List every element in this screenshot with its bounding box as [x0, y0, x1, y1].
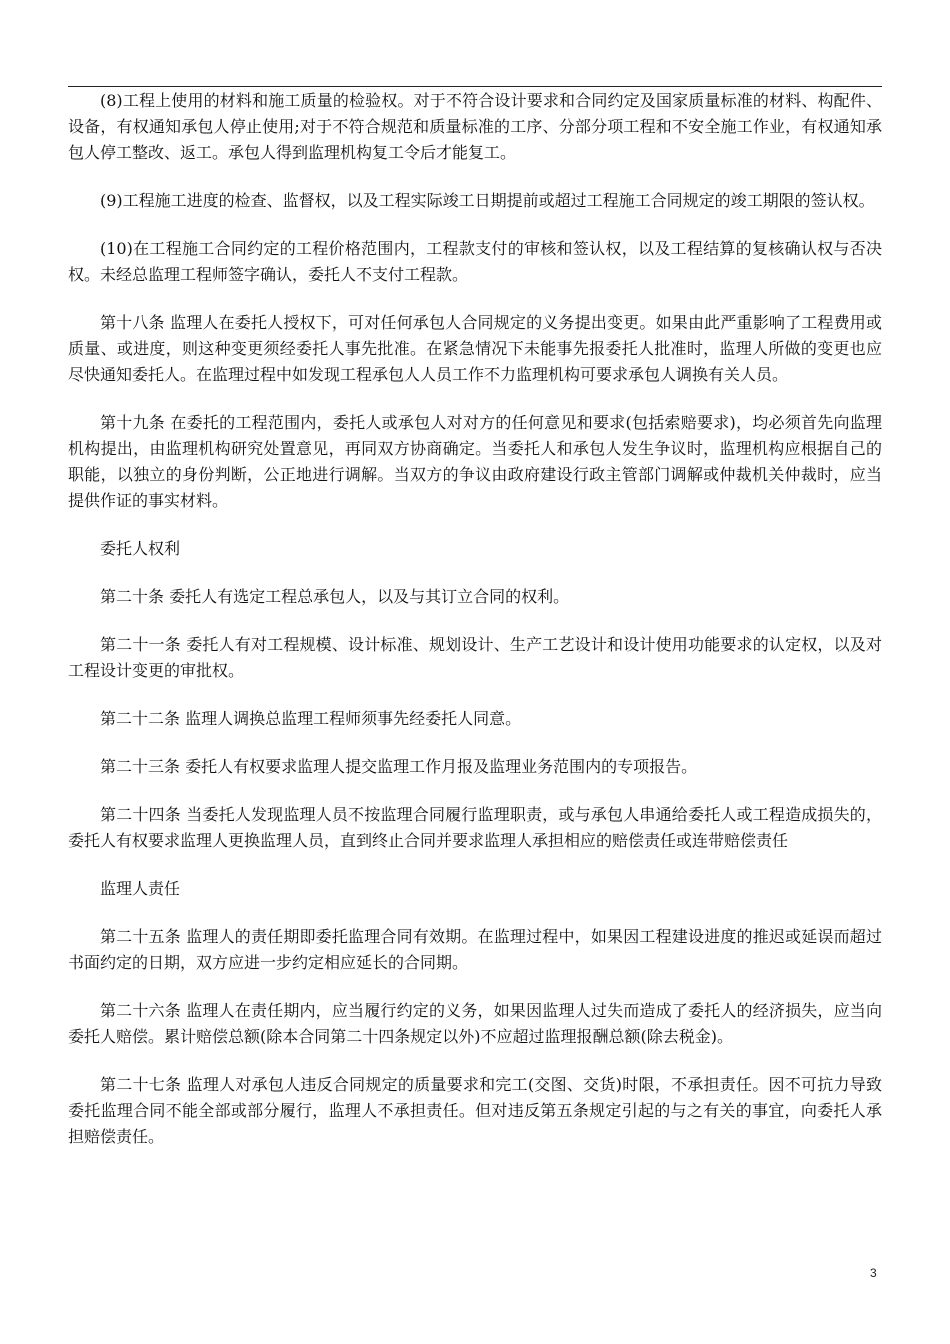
- paragraph-item-10: (10)在工程施工合同约定的工程价格范围内，工程款支付的审核和签认权，以及工程结算的复核确认权与否决权。未经总监理工程师签字确认，委托人不支付工程款。: [68, 239, 882, 284]
- paragraph-article-24: 第二十四条 当委托人发现监理人员不按监理合同履行监理职责，或与承包人串通给委托人或工程造成损失的，委托人有权要求监理人更换监理人员，直到终止合同并要求监理人承担相应的赔偿责任或连带赔偿责任: [68, 805, 882, 850]
- paragraph-article-19: 第十九条 在委托的工程范围内，委托人或承包人对对方的任何意见和要求(包括索赔要求)，均必须首先向监理机构提出，由监理机构研究处置意见，再同双方协商确定。当委托人和承包人发生争议时，监理机构应根据自己的职能，以独立的身份判断，公正地进行调解。当双方的争议由政府建设行政主管部门调解或仲裁机关仲裁时，应当提供作证的事实材料。: [68, 413, 882, 510]
- paragraph-article-20: 第二十条 委托人有选定工程总承包人，以及与其订立合同的权利。: [100, 587, 570, 606]
- paragraph-article-23: 第二十三条 委托人有权要求监理人提交监理工作月报及监理业务范围内的专项报告。: [100, 757, 698, 776]
- paragraph-article-27: 第二十七条 监理人对承包人违反合同规定的质量要求和完工(交图、交货)时限，不承担责任。因不可抗力导致委托监理合同不能全部或部分履行，监理人不承担责任。但对违反第五条规定引起的与之有关的事宜，向委托人承担赔偿责任。: [68, 1075, 882, 1146]
- header-rule: [68, 86, 882, 87]
- paragraph-article-22: 第二十二条 监理人调换总监理工程师须事先经委托人同意。: [100, 709, 522, 728]
- paragraph-article-25: 第二十五条 监理人的责任期即委托监理合同有效期。在监理过程中，如果因工程建设进度的推迟或延误而超过书面约定的日期，双方应进一步约定相应延长的合同期。: [68, 927, 882, 972]
- document-body: [68, 88, 882, 1172]
- paragraph-article-18: 第十八条 监理人在委托人授权下，可对任何承包人合同规定的义务提出变更。如果由此严重影响了工程费用或质量、或进度，则这种变更须经委托人事先批准。在紧急情况下未能事先报委托人批准时，监理人所做的变更也应尽快通知委托人。在监理过程中如发现工程承包人人员工作不力监理机构可要求承包人调换有关人员。: [68, 313, 882, 384]
- page-number: 3: [870, 1266, 877, 1280]
- paragraph-article-21: 第二十一条 委托人有对工程规模、设计标准、规划设计、生产工艺设计和设计使用功能要求的认定权，以及对工程设计变更的审批权。: [68, 635, 882, 680]
- paragraph-article-26: 第二十六条 监理人在责任期内，应当履行约定的义务，如果因监理人过失而造成了委托人的经济损失，应当向委托人赔偿。累计赔偿总额(除本合同第二十四条规定以外)不应超过监理报酬总额(除去税金)。: [68, 1001, 882, 1046]
- section-heading-supervisor-liability: 监理人责任: [100, 879, 181, 898]
- paragraph-item-9: (9)工程施工进度的检查、监督权，以及工程实际竣工日期提前或超过工程施工合同规定的竣工期限的签认权。: [100, 191, 875, 210]
- section-heading-client-rights: 委托人权利: [100, 539, 181, 558]
- paragraph-item-8: (8)工程上使用的材料和施工质量的检验权。对于不符合设计要求和合同约定及国家质量标准的材料、构配件、设备，有权通知承包人停止使用;对于不符合规范和质量标准的工序、分部分项工程和不安全施工作业，有权通知承包人停工整改、返工。承包人得到监理机构复工令后才能复工。: [68, 91, 882, 162]
